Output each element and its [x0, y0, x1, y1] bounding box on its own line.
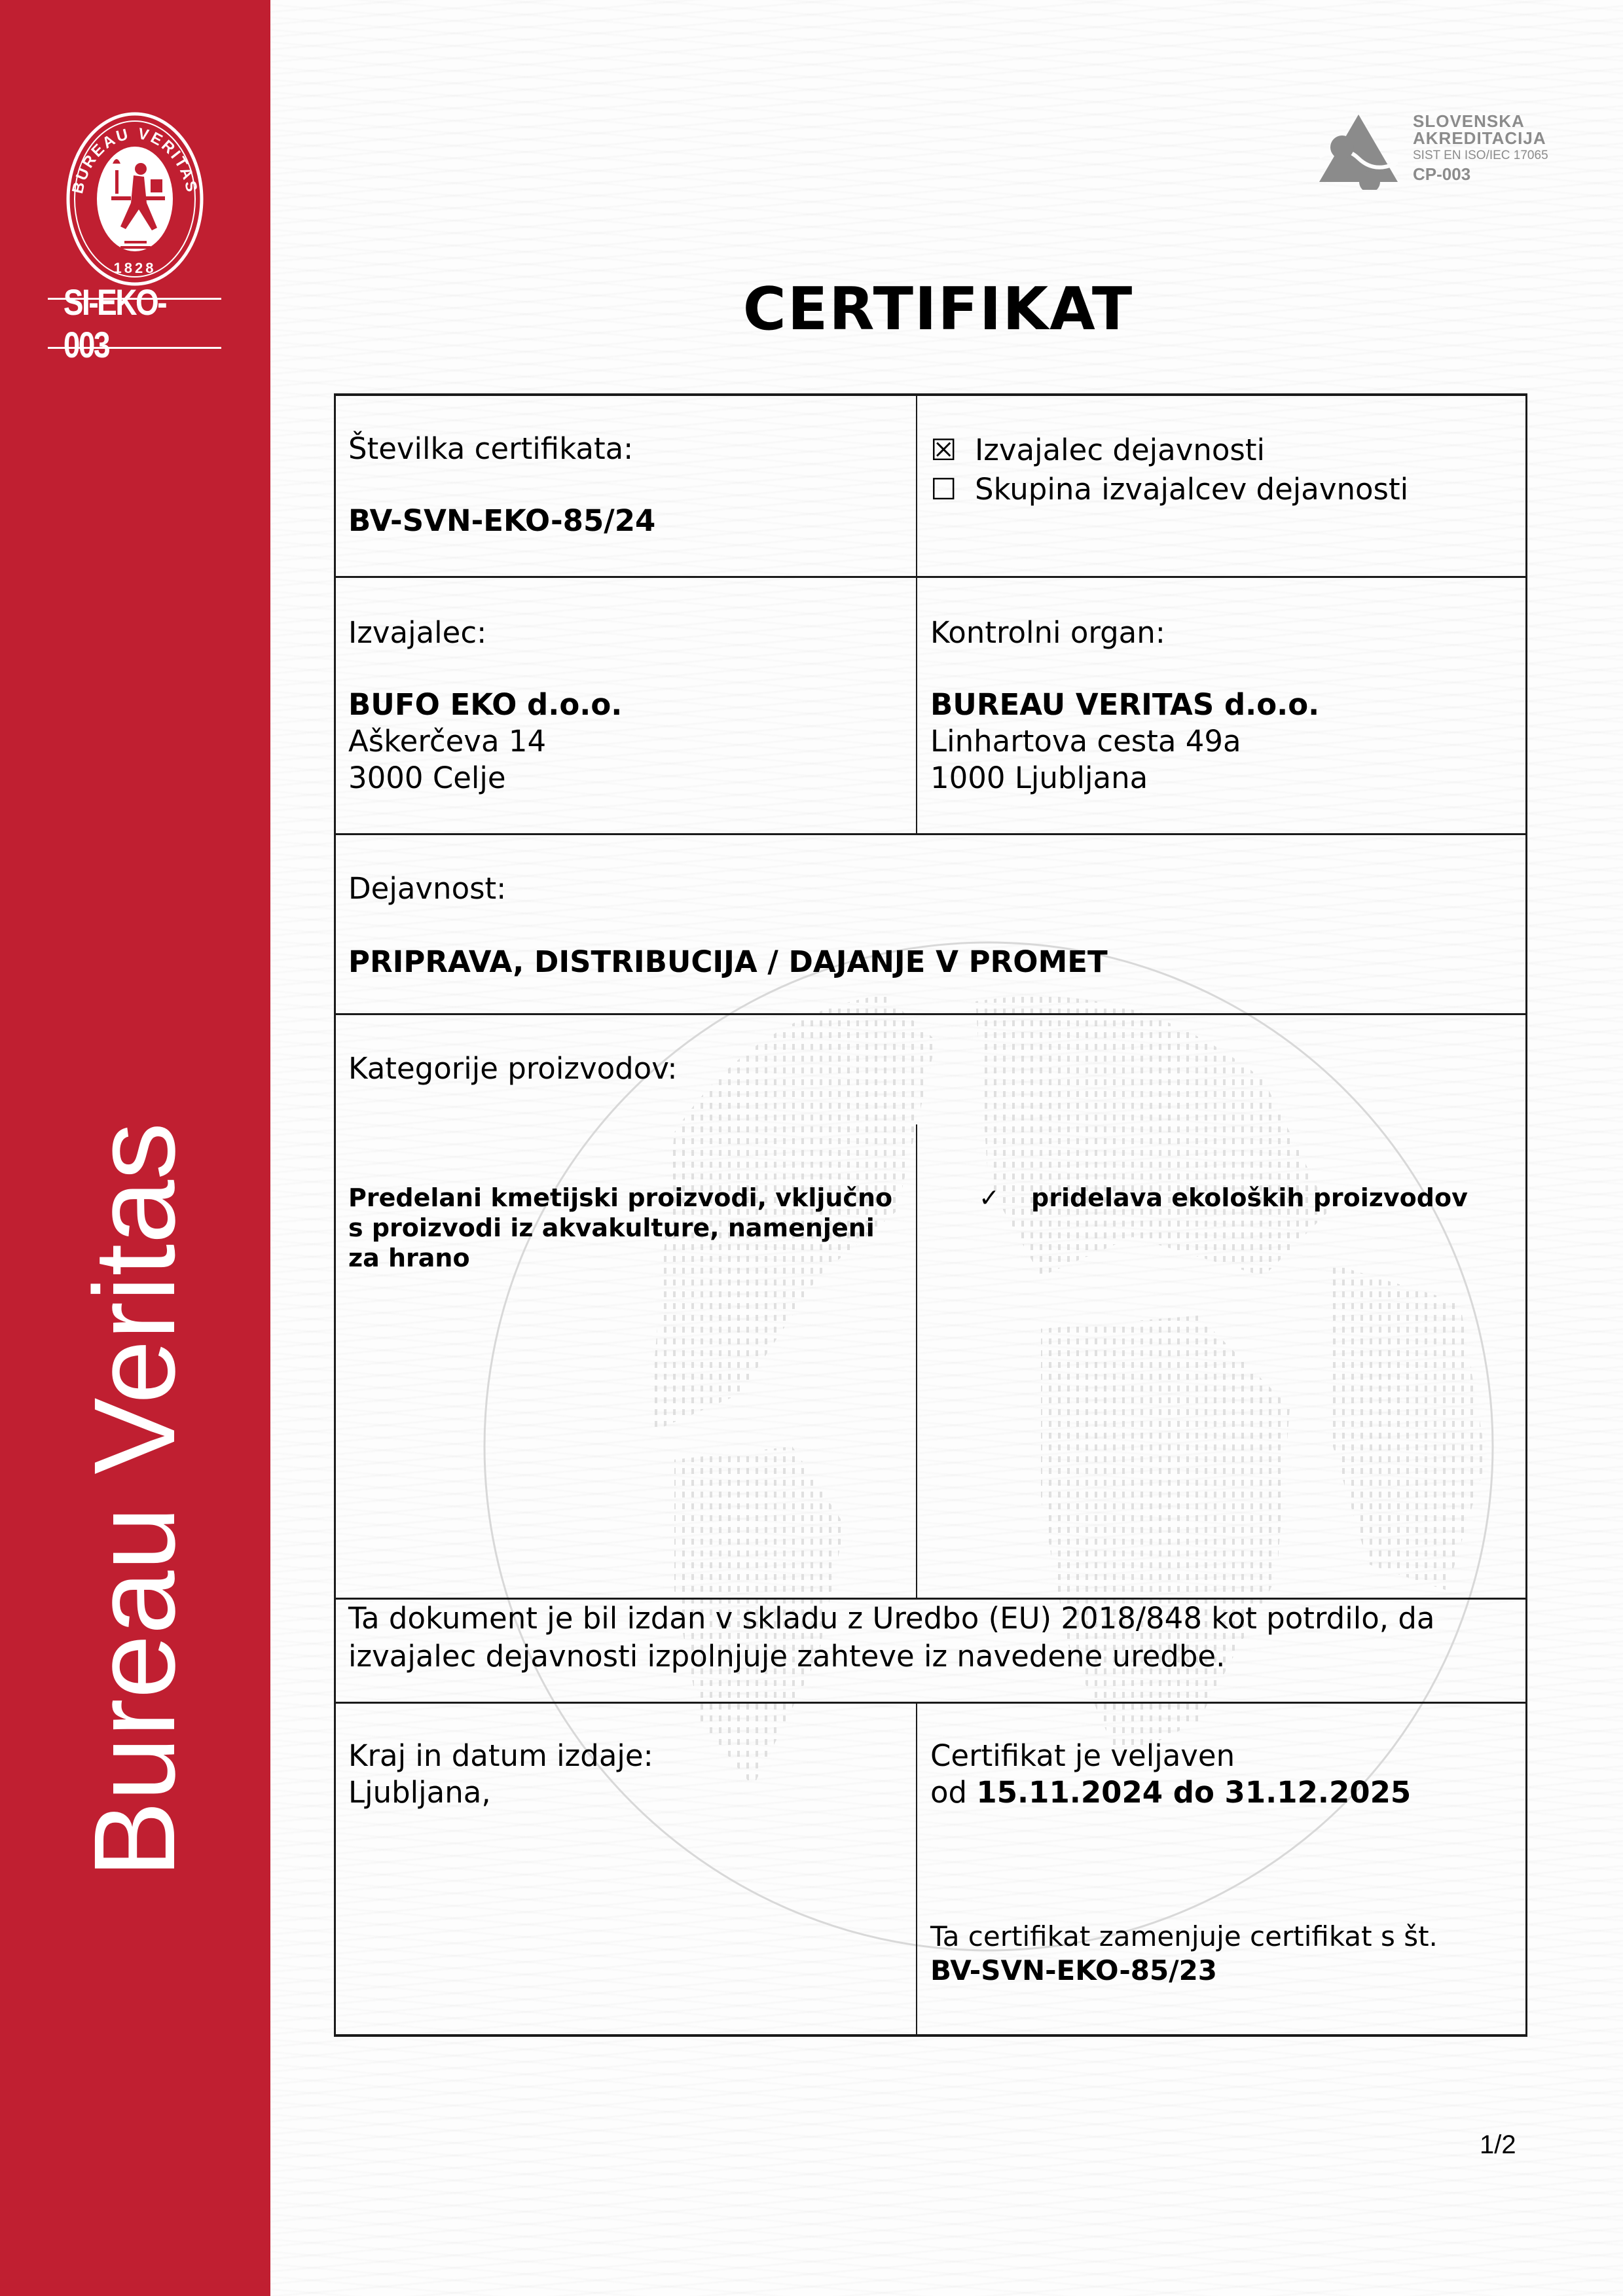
- replaces-label: Ta certifikat zamenjuje certifikat s št.: [930, 1920, 1438, 1952]
- page-number: 1/2: [1480, 2130, 1516, 2159]
- accreditation-triangle-icon: [1316, 111, 1401, 190]
- certificate-table: [334, 393, 1527, 2037]
- replaces-value: BV-SVN-EKO-85/23: [930, 1954, 1218, 1986]
- control-body-street: Linhartova cesta 49a: [930, 724, 1241, 759]
- bureau-veritas-seal-logo: [65, 111, 204, 287]
- document-title: CERTIFIKAT: [742, 275, 1134, 344]
- certification-code-badge: [48, 281, 221, 365]
- activity-cell: [348, 870, 1108, 980]
- control-body-label: Kontrolni organ:: [930, 615, 1165, 650]
- certification-code: SI-EKO-003: [63, 281, 166, 365]
- control-body-cell: [930, 615, 1319, 797]
- control-body-city: 1000 Ljubljana: [930, 761, 1148, 795]
- operator-cell: [348, 615, 622, 797]
- operator-name: BUFO EKO d.o.o.: [348, 687, 623, 722]
- validity-range: 15.11.2024 do 31.12.2025: [976, 1775, 1412, 1810]
- issue-place: Ljubljana,: [348, 1775, 491, 1810]
- certificate-number-value: BV-SVN-EKO-85/24: [348, 503, 656, 538]
- svg-text:1828: 1828: [113, 260, 156, 276]
- activity-label: Dejavnost:: [348, 871, 507, 906]
- checkmark-icon: ✓: [979, 1183, 1000, 1212]
- checkbox-unchecked-icon: ☐: [930, 472, 957, 507]
- operator-label: Izvajalec:: [348, 615, 487, 650]
- operator-street: Aškerčeva 14: [348, 724, 547, 759]
- regulation-statement: Ta dokument je bil izdan v skladu z Uredbo (EU) 2018/848 kot potrdilo, da izvajalec dejavnosti izpolnjuje zahteve iz navedene uredbe.: [348, 1601, 1435, 1674]
- product-sub-item: ✓ pridelava ekoloških proizvodov: [979, 1183, 1468, 1212]
- issue-cell: [348, 1738, 653, 1811]
- replaces-cell: [930, 1920, 1438, 1988]
- operator-type-option-individual: ☒ Izvajalec dejavnosti: [930, 431, 1408, 470]
- activity-value: PRIPRAVA, DISTRIBUCIJA / DAJANJE V PROMET: [348, 944, 1108, 979]
- validity-cell: [930, 1738, 1411, 1811]
- product-categories-label: Kategorije proizvodov:: [348, 1051, 678, 1086]
- operator-city: 3000 Celje: [348, 761, 506, 795]
- validity-label: Certifikat je veljaven: [930, 1738, 1235, 1773]
- issue-label: Kraj in datum izdaje:: [348, 1738, 653, 1773]
- control-body-name: BUREAU VERITAS d.o.o.: [930, 687, 1320, 722]
- certificate-number-label: Številka certifikata:: [348, 431, 634, 466]
- certificate-number-cell: [348, 431, 655, 539]
- slovenska-akreditacija-logo: [1316, 111, 1565, 196]
- product-category-text: Predelani kmetijski proizvodi, vključno s proizvodi iz akvakulture, namenjeni za hrano: [348, 1183, 893, 1272]
- validity-period: od 15.11.2024 do 31.12.2025: [930, 1775, 1412, 1810]
- svg-text:BUREAU VERITAS: BUREAU VERITAS: [69, 124, 201, 196]
- brand-sidebar: [0, 0, 270, 2296]
- accreditation-line-2: AKREDITACIJA: [1413, 128, 1546, 148]
- accreditation-standard: SIST EN ISO/IEC 17065: [1413, 149, 1548, 162]
- accreditation-line-1: SLOVENSKA: [1413, 111, 1525, 131]
- checkbox-checked-icon: ☒: [930, 433, 957, 467]
- operator-type-option-group: ☐ Skupina izvajalcev dejavnosti: [930, 470, 1408, 509]
- operator-type-cell: [930, 431, 1408, 509]
- brand-name-vertical: Bureau Veritas: [71, 1122, 199, 1878]
- accreditation-number: CP-003: [1413, 164, 1471, 184]
